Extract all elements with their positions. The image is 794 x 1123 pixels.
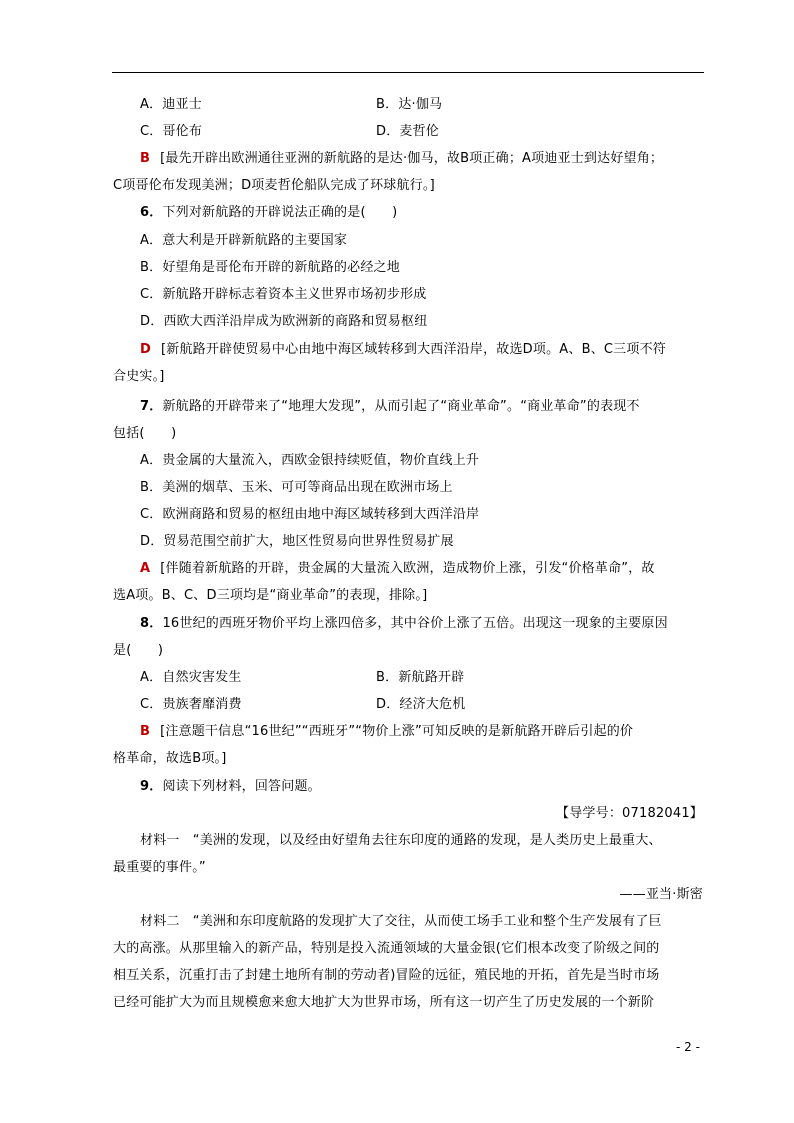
q7-stem-cont: 包括( ) xyxy=(113,426,177,441)
q9-material2-cont3: 已经可能扩大为而且规模愈来愈大地扩大为世界市场，所有这一切产生了历史发展的一个新阶 xyxy=(113,995,655,1010)
q6-explanation: D [新航路开辟使贸易中心由地中海区域转移到大西洋沿岸，故选D项。A、B、C三项不符 xyxy=(140,342,666,357)
q6-answer: D xyxy=(140,342,151,357)
q9-material1-source: ——亚当·斯密 xyxy=(619,887,703,902)
page-number: - 2 - xyxy=(676,1040,700,1054)
q6-option-d: D．西欧大西洋沿岸成为欧洲新的商路和贸易枢纽 xyxy=(140,314,428,329)
q5-options-row2 xyxy=(140,122,730,142)
q8-answer: B xyxy=(140,724,151,739)
q7-option-a: A．贵金属的大量流入，西欧金银持续贬值，物价直线上升 xyxy=(140,453,480,468)
header-rule xyxy=(112,72,704,73)
q9-guide-number: 【导学号：07182041】 xyxy=(556,806,703,821)
q5-explanation-cont: C项哥伦布发现美洲；D项麦哲伦船队完成了环球航行。] xyxy=(113,178,435,193)
q7-option-b: B．美洲的烟草、玉米、可可等商品出现在欧洲市场上 xyxy=(140,480,453,495)
q6-explanation-cont: 合史实。] xyxy=(113,369,165,384)
q9-material2: 材料二 “美洲和东印度航路的发现扩大了交往，从而使工场手工业和整个生产发展有了巨 xyxy=(140,914,662,929)
q7-explanation-cont: 选A项。B、C、D三项均是“商业革命”的表现，排除。] xyxy=(113,588,428,603)
q7-answer: A xyxy=(140,561,151,576)
q8-number: 8． xyxy=(140,616,163,631)
q9-material1: 材料一 “美洲的发现，以及经由好望角去往东印度的通路的发现，是人类历史上最重大、 xyxy=(140,833,662,848)
q9-stem: 9．阅读下列材料，回答问题。 xyxy=(140,779,321,794)
q5-option-b: B．达·伽马 xyxy=(376,97,443,112)
q7-explanation: A [伴随着新航路的开辟，贵金属的大量流入欧洲，造成物价上涨，引发“价格革命”，故 xyxy=(140,561,655,576)
q8-explanation-cont: 格革命，故选B项。] xyxy=(113,751,227,766)
q9-material1-cont: 最重要的事件。” xyxy=(113,860,206,875)
q6-number: 6． xyxy=(140,205,163,220)
q7-stem: 7．新航路的开辟带来了“地理大发现”，从而引起了“商业革命”。“商业革命”的表现不 xyxy=(140,399,640,414)
q6-stem: 6．下列对新航路的开辟说法正确的是( ) xyxy=(140,205,398,220)
q5-option-c: C．哥伦布 xyxy=(140,124,203,139)
q6-option-b: B．好望角是哥伦布开辟的新航路的必经之地 xyxy=(140,260,400,275)
q9-material2-cont2: 相互关系，沉重打击了封建土地所有制的劳动者)冒险的远征，殖民地的开拓，首先是当时市场 xyxy=(113,968,660,983)
q8-explanation: B [注意题干信息“16世纪”“西班牙”“物价上涨”可知反映的是新航路开辟后引起的价 xyxy=(140,724,634,739)
q8-stem: 8．16世纪的西班牙物价平均上涨四倍多，其中谷价上涨了五倍。出现这一现象的主要原因 xyxy=(140,616,668,631)
q8-option-a: A．自然灾害发生 xyxy=(140,670,242,685)
q8-option-d: D．经济大危机 xyxy=(376,697,466,712)
q9-material2-cont1: 大的高涨。从那里输入的新产品，特别是投入流通领域的大量金银(它们根本改变了阶级之间的 xyxy=(113,941,660,956)
q7-option-c: C．欧洲商路和贸易的枢纽由地中海区域转移到大西洋沿岸 xyxy=(140,507,480,522)
q9-number: 9． xyxy=(140,779,163,794)
q8-options-row2 xyxy=(140,695,730,715)
q5-answer: B xyxy=(140,151,151,166)
q5-option-a: A．迪亚士 xyxy=(140,97,202,112)
q5-explanation: B [最先开辟出欧洲通往亚洲的新航路的是达·伽马，故B项正确；A项迪亚士到达好望角； xyxy=(140,151,664,166)
q5-option-d: D．麦哲伦 xyxy=(376,124,440,139)
q7-option-d: D．贸易范围空前扩大，地区性贸易向世界性贸易扩展 xyxy=(140,534,454,549)
q6-option-c: C．新航路开辟标志着资本主义世界市场初步形成 xyxy=(140,287,427,302)
q6-option-a: A．意大利是开辟新航路的主要国家 xyxy=(140,233,348,248)
q8-options-row1 xyxy=(140,668,730,688)
q7-number: 7． xyxy=(140,399,163,414)
q8-option-b: B．新航路开辟 xyxy=(376,670,465,685)
q5-options-row1 xyxy=(140,95,730,115)
q8-stem-cont: 是( ) xyxy=(113,643,164,658)
q8-option-c: C．贵族奢靡消费 xyxy=(140,697,242,712)
